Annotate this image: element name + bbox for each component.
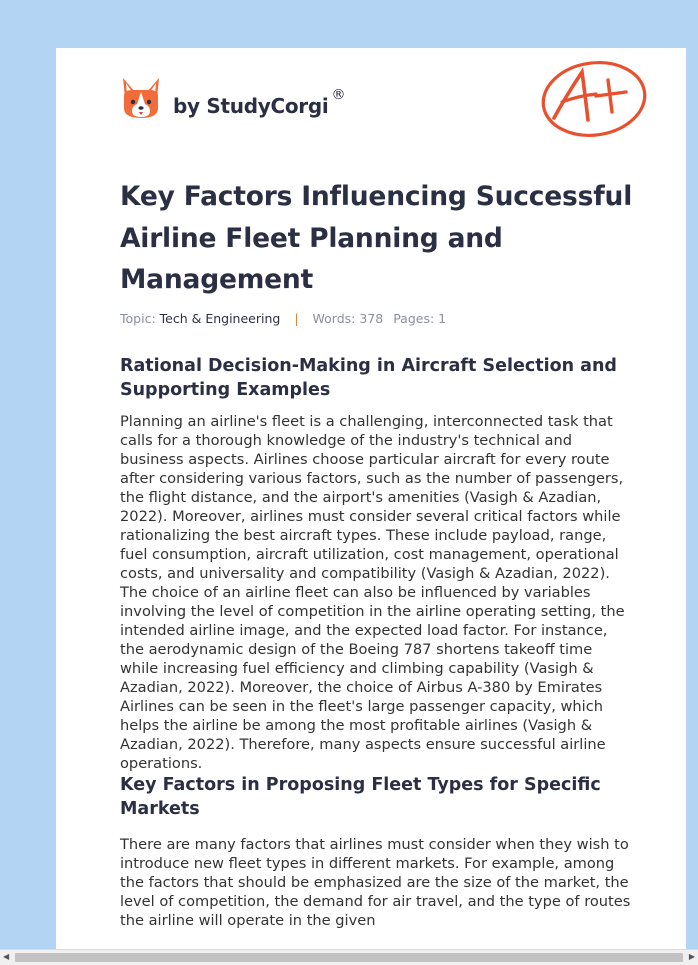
- corgi-logo-icon: [120, 76, 162, 122]
- grade-badge-icon: [538, 58, 648, 140]
- page-title: Key Factors Influencing Successful Airline Fleet Planning and Management: [120, 181, 633, 295]
- word-count: Words: 378: [312, 311, 384, 326]
- document-page: [56, 48, 686, 964]
- section-paragraph: Planning an airline's fleet is a challenging, interconnected task that calls for a thorough knowledge of the industry's technical and business aspects. Airlines choose particular aircraft for every route after considering various factors, such as the number of passengers, the flight distance, and the airport's amenities (Vasigh & Azadian, 2022). Moreover, airlines must consider several critical factors while rationalizing the best aircraft types. These include payload, range, fuel consumption, aircraft utilization, cost management, operational costs, and universality and compatibility (Vasigh & Azadian, 2022). The choice of an airline fleet can also be influenced by variables involving the level of competition in the airline operating setting, the intended airline image, and the expected load factor. For instance, the aerodynamic design of the Boeing 787 shortens takeoff time while increasing fuel efficiency and climbing capability (Vasigh & Azadian, 2022). Moreover, the choice of Airbus A-380 by Emirates Airlines can be seen in the fleet's large passenger capacity, which helps the airline be among the most profitable airlines (Vasigh & Azadian, 2022). Therefore, many aspects ensure successful airline operations.: [120, 413, 625, 772]
- registered-mark: ®: [331, 87, 346, 103]
- brand-name: by StudyCorgi ®: [173, 87, 346, 118]
- scroll-left-icon[interactable]: ◀: [3, 952, 10, 961]
- topic-link[interactable]: Tech & Engineering: [159, 311, 281, 326]
- topic-label: Topic:: [120, 311, 156, 326]
- document-content: [120, 354, 632, 930]
- scrollbar-thumb[interactable]: [15, 953, 683, 962]
- section-heading: Key Factors in Proposing Fleet Types for Specific Markets: [120, 775, 601, 819]
- page-count: Pages: 1: [393, 311, 447, 326]
- section-paragraph: There are many factors that airlines must consider when they wish to introduce new fleet types in different markets. For example, among the factors that should be emphasized are the size of the market, the level of competition, the demand for air travel, and the type of routes the airline will operate in the given: [120, 836, 631, 929]
- meta-separator: |: [294, 311, 299, 326]
- brand-header[interactable]: [120, 76, 345, 122]
- document-meta: [120, 311, 446, 326]
- section-heading: Rational Decision-Making in Aircraft Selection and Supporting Examples: [120, 356, 617, 400]
- horizontal-scrollbar[interactable]: [0, 949, 698, 965]
- scroll-right-icon[interactable]: ▶: [688, 952, 695, 961]
